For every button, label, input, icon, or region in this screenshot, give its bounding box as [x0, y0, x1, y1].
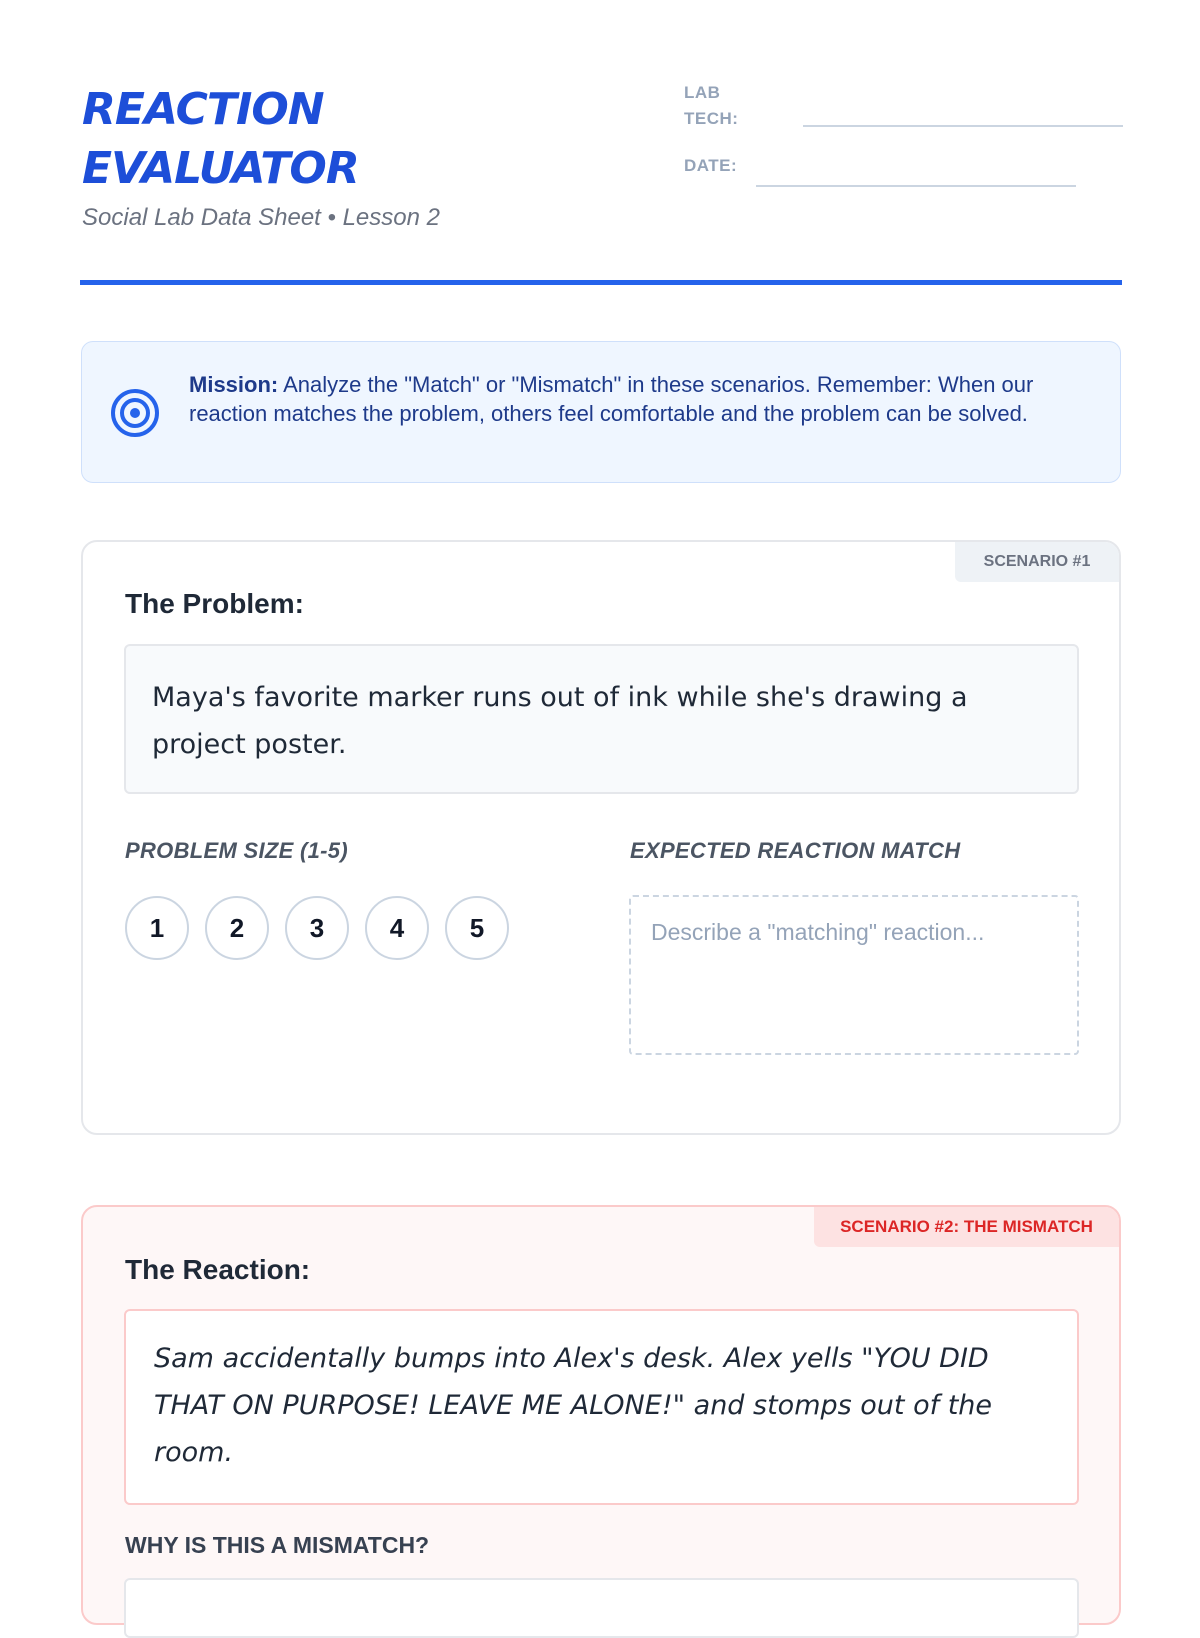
reaction-text: Sam accidentally bumps into Alex's desk. Alex yells "YOU DID THAT ON PURPOSE! LEAVE ME ALONE!" and stomps out of the room. [124, 1309, 1079, 1505]
page-subtitle: Social Lab Data Sheet • Lesson 2 [82, 204, 440, 231]
mission-label: Mission: [189, 372, 279, 397]
scenario-2-tag: SCENARIO #2: THE MISMATCH [814, 1207, 1119, 1247]
size-option-1[interactable]: 1 [125, 896, 189, 960]
page-title [82, 80, 359, 198]
size-option-2[interactable]: 2 [205, 896, 269, 960]
size-option-5[interactable]: 5 [445, 896, 509, 960]
expected-reaction-input[interactable]: Describe a "matching" reaction... [629, 895, 1079, 1055]
target-icon [110, 388, 160, 438]
mission-text [189, 370, 1099, 428]
header-divider [80, 280, 1122, 285]
size-option-3[interactable]: 3 [285, 896, 349, 960]
title-line-1: REACTION [82, 84, 324, 135]
size-option-4[interactable]: 4 [365, 896, 429, 960]
reaction-heading: The Reaction: [125, 1254, 311, 1285]
problem-heading: The Problem: [125, 588, 304, 619]
problem-text: Maya's favorite marker runs out of ink while she's drawing a project poster. [124, 644, 1079, 794]
date-label: DATE: [684, 156, 738, 175]
title-line-2: EVALUATOR [82, 143, 359, 194]
expected-reaction-label: EXPECTED REACTION MATCH [630, 838, 961, 863]
why-mismatch-input[interactable] [124, 1578, 1079, 1638]
lab-tech-field[interactable] [803, 125, 1123, 127]
problem-size-label: PROBLEM SIZE (1-5) [125, 838, 348, 863]
lab-tech-label: LAB TECH: [684, 83, 739, 128]
mission-body: Analyze the "Match" or "Mismatch" in these scenarios. Remember: When our reaction matches the problem, others feel comfortable and the problem can be solved. [189, 372, 1034, 426]
date-field[interactable] [756, 185, 1076, 187]
scenario-1-tag: SCENARIO #1 [955, 542, 1119, 582]
why-mismatch-label: WHY IS THIS A MISMATCH? [125, 1532, 430, 1558]
